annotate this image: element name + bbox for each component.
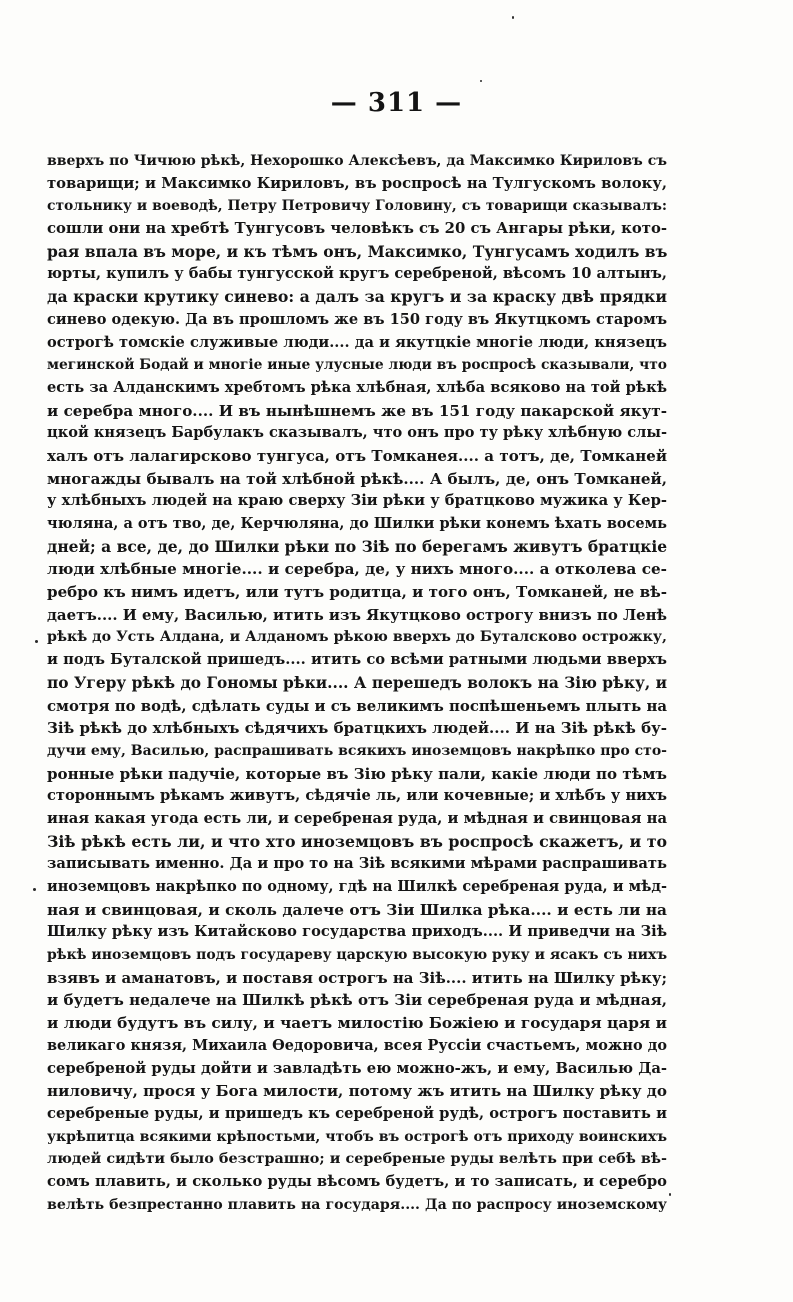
- text-line: стольнику и воеводѣ, Петру Петровичу Головину, съ товарищи сказывалъ:: [47, 198, 667, 215]
- text-line: острогѣ томскіе служивые люди.... да и якутцкіе многіе люди, князецъ: [47, 333, 667, 351]
- text-line: и серебра много.... И въ нынѣшнемъ же въ 151 году пакарской якут-: [47, 401, 667, 420]
- text-line: люди хлѣбные многіе.... и серебра, де, у нихъ много.... а отколева се-: [47, 560, 667, 579]
- text-line: чюляна, а отъ тво, де, Керчюляна, до Шилки рѣки конемъ ѣхать восемь: [47, 515, 667, 532]
- text-line: смотря по водѣ, сдѣлать суды и съ великимъ поспѣшеньемъ плыть на: [47, 696, 667, 715]
- text-line: стороннымъ рѣкамъ живутъ, сѣдячіе ль, или кочевные; и хлѣбъ у нихъ: [47, 787, 667, 805]
- text-line: по Угеру рѣкѣ до Гономы рѣки.... А перешедъ волокъ на Зію рѣку, и: [47, 673, 667, 692]
- text-line: иноземцовъ накрѣпко по одному, гдѣ на Шилкѣ серебреная руда, и мѣд-: [47, 878, 667, 895]
- text-line: многажды бывалъ на той хлѣбной рѣкѣ.... А былъ, де, онъ Томканей,: [47, 469, 667, 488]
- text-line: укрѣпитца всякими крѣпостьми, чтобъ въ острогѣ отъ приходу воинскихъ: [47, 1128, 667, 1145]
- text-line: халъ отъ лалагирсково тунгуса, отъ Томканея.... а тотъ, де, Томканей: [47, 446, 667, 465]
- text-line: Зіѣ рѣкѣ до хлѣбныхъ сѣдячихъ братцкихъ людей.... И на Зіѣ рѣкѣ бу-: [47, 719, 667, 738]
- text-line: сомъ плавить, и сколько руды вѣсомъ будетъ, и то записать, и серебро: [47, 1172, 667, 1190]
- text-line: даетъ.... И ему, Василью, итить изъ Якутцково острогу внизъ по Ленѣ: [47, 605, 668, 624]
- text-line: ная и свинцовая, и сколь далече отъ Зіи Шилка рѣка.... и есть ли на: [47, 900, 667, 919]
- text-line: и люди будутъ въ силу, и чаетъ милостію Божіею и государя царя и: [47, 1014, 667, 1033]
- body-text: [47, 150, 667, 1216]
- text-line: ронные рѣки падучіе, которые въ Зію рѣку пали, какіе люди по тѣмъ: [47, 764, 667, 783]
- text-line: серебреные руды, и пришедъ къ серебреной рудѣ, острогъ поставить и: [47, 1104, 667, 1122]
- text-line: велѣть безпрестанно плавить на государя.... Да по распросу иноземскому: [47, 1196, 667, 1213]
- text-line: товарищи; и Максимко Кириловъ, въ роспросѣ на Тулгускомъ волоку,: [47, 174, 667, 192]
- text-line: да краски крутику синево: а далъ за кругъ и за краску двѣ прядки: [47, 287, 667, 307]
- text-line: записывать именно. Да и про то на Зіѣ всякими мѣрами распрашивать: [47, 855, 667, 873]
- text-line: рѣкѣ до Усть Алдана, и Алданомъ рѣкою вверхъ до Буталсково острожку,: [47, 629, 667, 646]
- text-line: взявъ и аманатовъ, и поставя острогъ на Зіѣ.... итить на Шилку рѣку;: [47, 968, 667, 987]
- text-line: дучи ему, Василью, распрашивать всякихъ иноземцовъ накрѣпко про сто-: [47, 742, 667, 759]
- text-line: людей сидѣти было безстрашно; и серебреные руды велѣть при себѣ вѣ-: [47, 1150, 667, 1168]
- text-line: синево одекую. Да въ прошломъ же въ 150 году въ Якутцкомъ старомъ: [47, 310, 667, 328]
- text-line: и подъ Буталской пришедъ.... итить со всѣми ратными людьми вверхъ: [47, 651, 667, 669]
- printing-speck: [480, 80, 482, 82]
- text-line: вверхъ по Чичюю рѣкѣ, Нехорошко Алексѣевъ, да Максимко Кириловъ съ: [47, 153, 667, 169]
- text-line: ниловичу, прося у Бога милости, потому жъ итить на Шилку рѣку до: [47, 1082, 667, 1101]
- text-line: мегинской Бодай и многіе иные улусные люди въ роспросѣ сказывали, что: [47, 357, 667, 374]
- text-line: есть за Алданскимъ хребтомъ рѣка хлѣбная, хлѣба всяково на той рѣкѣ: [47, 378, 667, 396]
- page-number: — 311 —: [330, 88, 463, 118]
- text-line: Зіѣ рѣкѣ есть ли, и что хто иноземцовъ въ роспросѣ скажетъ, и то: [47, 831, 668, 851]
- text-line: рѣкѣ иноземцовъ подъ государеву царскую высокую руку и ясакъ съ нихъ: [47, 947, 668, 964]
- text-line: великаго князя, Михаила Ѳедоровича, всея Руссіи счастьемъ, можно до: [47, 1036, 667, 1054]
- printing-speck: [33, 888, 36, 891]
- text-line: Шилку рѣку изъ Китайсково государства приходъ.... И приведчи на Зіѣ: [47, 923, 667, 941]
- text-line: и будетъ недалече на Шилкѣ рѣкѣ отъ Зіи серебреная руда и мѣдная,: [47, 991, 667, 1010]
- text-line: иная какая угода есть ли, и серебреная руда, и мѣдная и свинцовая на: [47, 809, 667, 827]
- printing-speck: [512, 16, 514, 19]
- printing-speck: [35, 640, 38, 643]
- text-line: рая впала въ море, и къ тѣмъ онъ, Максимко, Тунгусамъ ходилъ въ: [47, 241, 668, 261]
- text-line: юрты, купилъ у бабы тунгусской кругъ серебреной, вѣсомъ 10 алтынъ,: [47, 265, 667, 283]
- text-line: ребро къ нимъ идетъ, или тутъ родитца, и того онъ, Томканей, не вѣ-: [47, 583, 667, 602]
- printing-speck: [669, 1193, 671, 1196]
- text-line: сошли они на хребтѣ Тунгусовъ человѣкъ съ 20 съ Ангары рѣки, кото-: [47, 220, 667, 238]
- text-line: у хлѣбныхъ людей на краю сверху Зіи рѣки у братцково мужика у Кер-: [47, 492, 667, 510]
- text-line: цкой князецъ Барбулакъ сказывалъ, что онъ про ту рѣку хлѣбную слы-: [47, 424, 667, 442]
- text-line: дней; а все, де, до Шилки рѣки по Зіѣ по берегамъ живутъ братцкіе: [47, 536, 668, 556]
- text-line: серебреной руды дойти и завладѣть ею можно-жъ, и ему, Василью Да-: [47, 1059, 667, 1077]
